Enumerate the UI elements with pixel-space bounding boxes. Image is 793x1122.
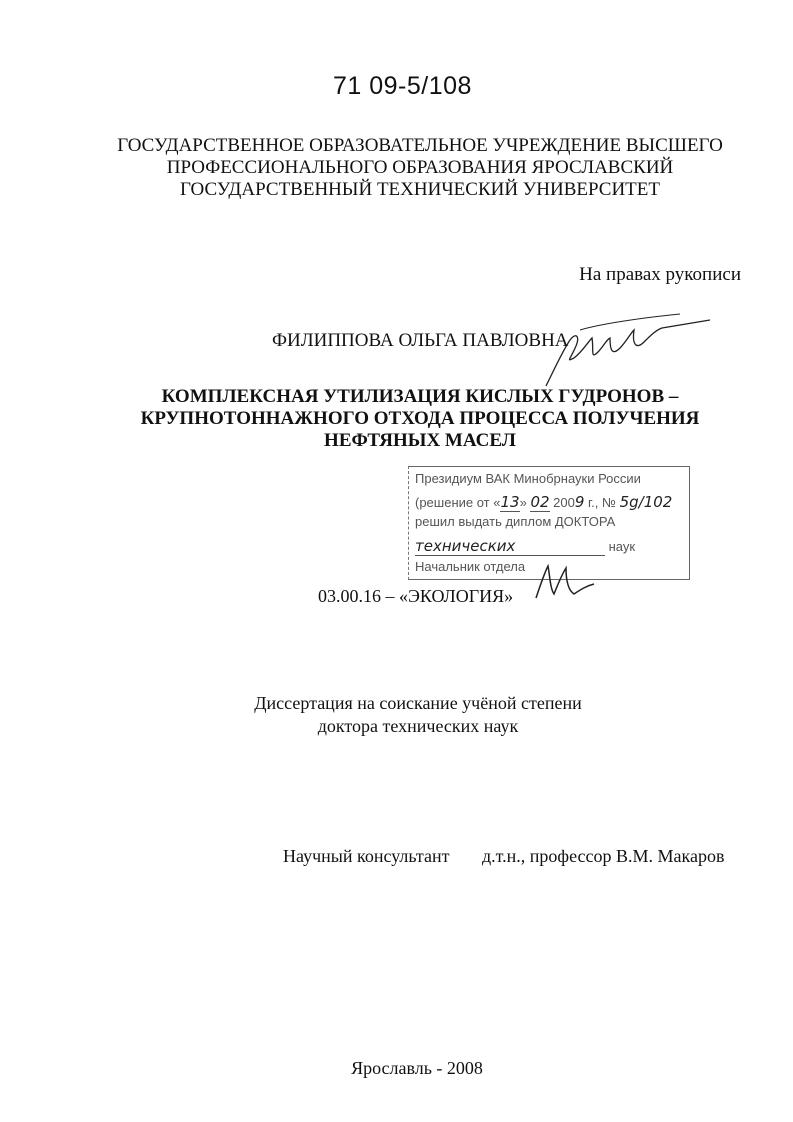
city-year: Ярославль - 2008: [351, 1058, 483, 1078]
stamp-quote: »: [519, 495, 527, 510]
dissertation-title: [100, 386, 740, 452]
stamp-month: 02: [530, 493, 550, 511]
consultant-label: Научный консультант: [283, 846, 450, 866]
institution-line: ПРОФЕССИОНАЛЬНОГО ОБРАЗОВАНИЯ ЯРОСЛАВСКИЙ: [166, 157, 674, 178]
stamp-decision-prefix: (решение от «: [415, 495, 501, 510]
stamp-day: 13: [500, 493, 520, 511]
stamp-science-line: [415, 537, 635, 556]
degree-line: Диссертация на соискание учёной степени: [254, 693, 582, 713]
stamp-science-field: технических: [415, 537, 605, 556]
institution-line: ГОСУДАРСТВЕННЫЙ ТЕХНИЧЕСКИЙ УНИВЕРСИТЕТ: [180, 179, 660, 200]
registration-code: 71 09-5/108: [333, 72, 472, 100]
degree-statement: [180, 692, 656, 738]
specialty: [318, 586, 513, 607]
manuscript-rights-note: На правах рукописи: [579, 264, 741, 285]
author-name: ФИЛИППОВА ОЛЬГА ПАВЛОВНА: [272, 330, 569, 351]
specialty-name: «ЭКОЛОГИЯ»: [399, 586, 514, 606]
stamp-line: Начальник отдела: [415, 559, 526, 574]
degree-line: доктора технических наук: [317, 716, 519, 736]
institution-name: [100, 135, 740, 201]
institution-line: ГОСУДАРСТВЕННОЕ ОБРАЗОВАТЕЛЬНОЕ УЧРЕЖДЕНИЕ ВЫСШЕГО: [117, 135, 723, 156]
stamp-line: решил выдать диплом ДОКТОРА: [415, 514, 616, 529]
title-line: НЕФТЯНЫХ МАСЕЛ: [324, 430, 516, 451]
stamp-signature: [530, 560, 600, 604]
stamp-year-digit: 9: [574, 493, 585, 511]
stamp-year-prefix: 200: [553, 495, 575, 510]
title-line: КРУПНОТОННАЖНОГО ОТХОДА ПРОЦЕССА ПОЛУЧЕНИЯ: [140, 408, 700, 429]
stamp-science-suffix: наук: [608, 539, 636, 554]
stamp-decision-line: [415, 493, 672, 512]
stamp-number-label: г., №: [588, 495, 616, 510]
stamp-line: Президиум ВАК Минобрнауки России: [415, 471, 641, 486]
author-signature: [540, 300, 720, 390]
stamp-number: 5g/102: [619, 493, 673, 511]
specialty-code: 03.00.16 –: [318, 586, 395, 606]
consultant-name: д.т.н., профессор В.М. Макаров: [482, 846, 725, 866]
title-line: КОМПЛЕКСНАЯ УТИЛИЗАЦИЯ КИСЛЫХ ГУДРОНОВ –: [161, 386, 679, 407]
